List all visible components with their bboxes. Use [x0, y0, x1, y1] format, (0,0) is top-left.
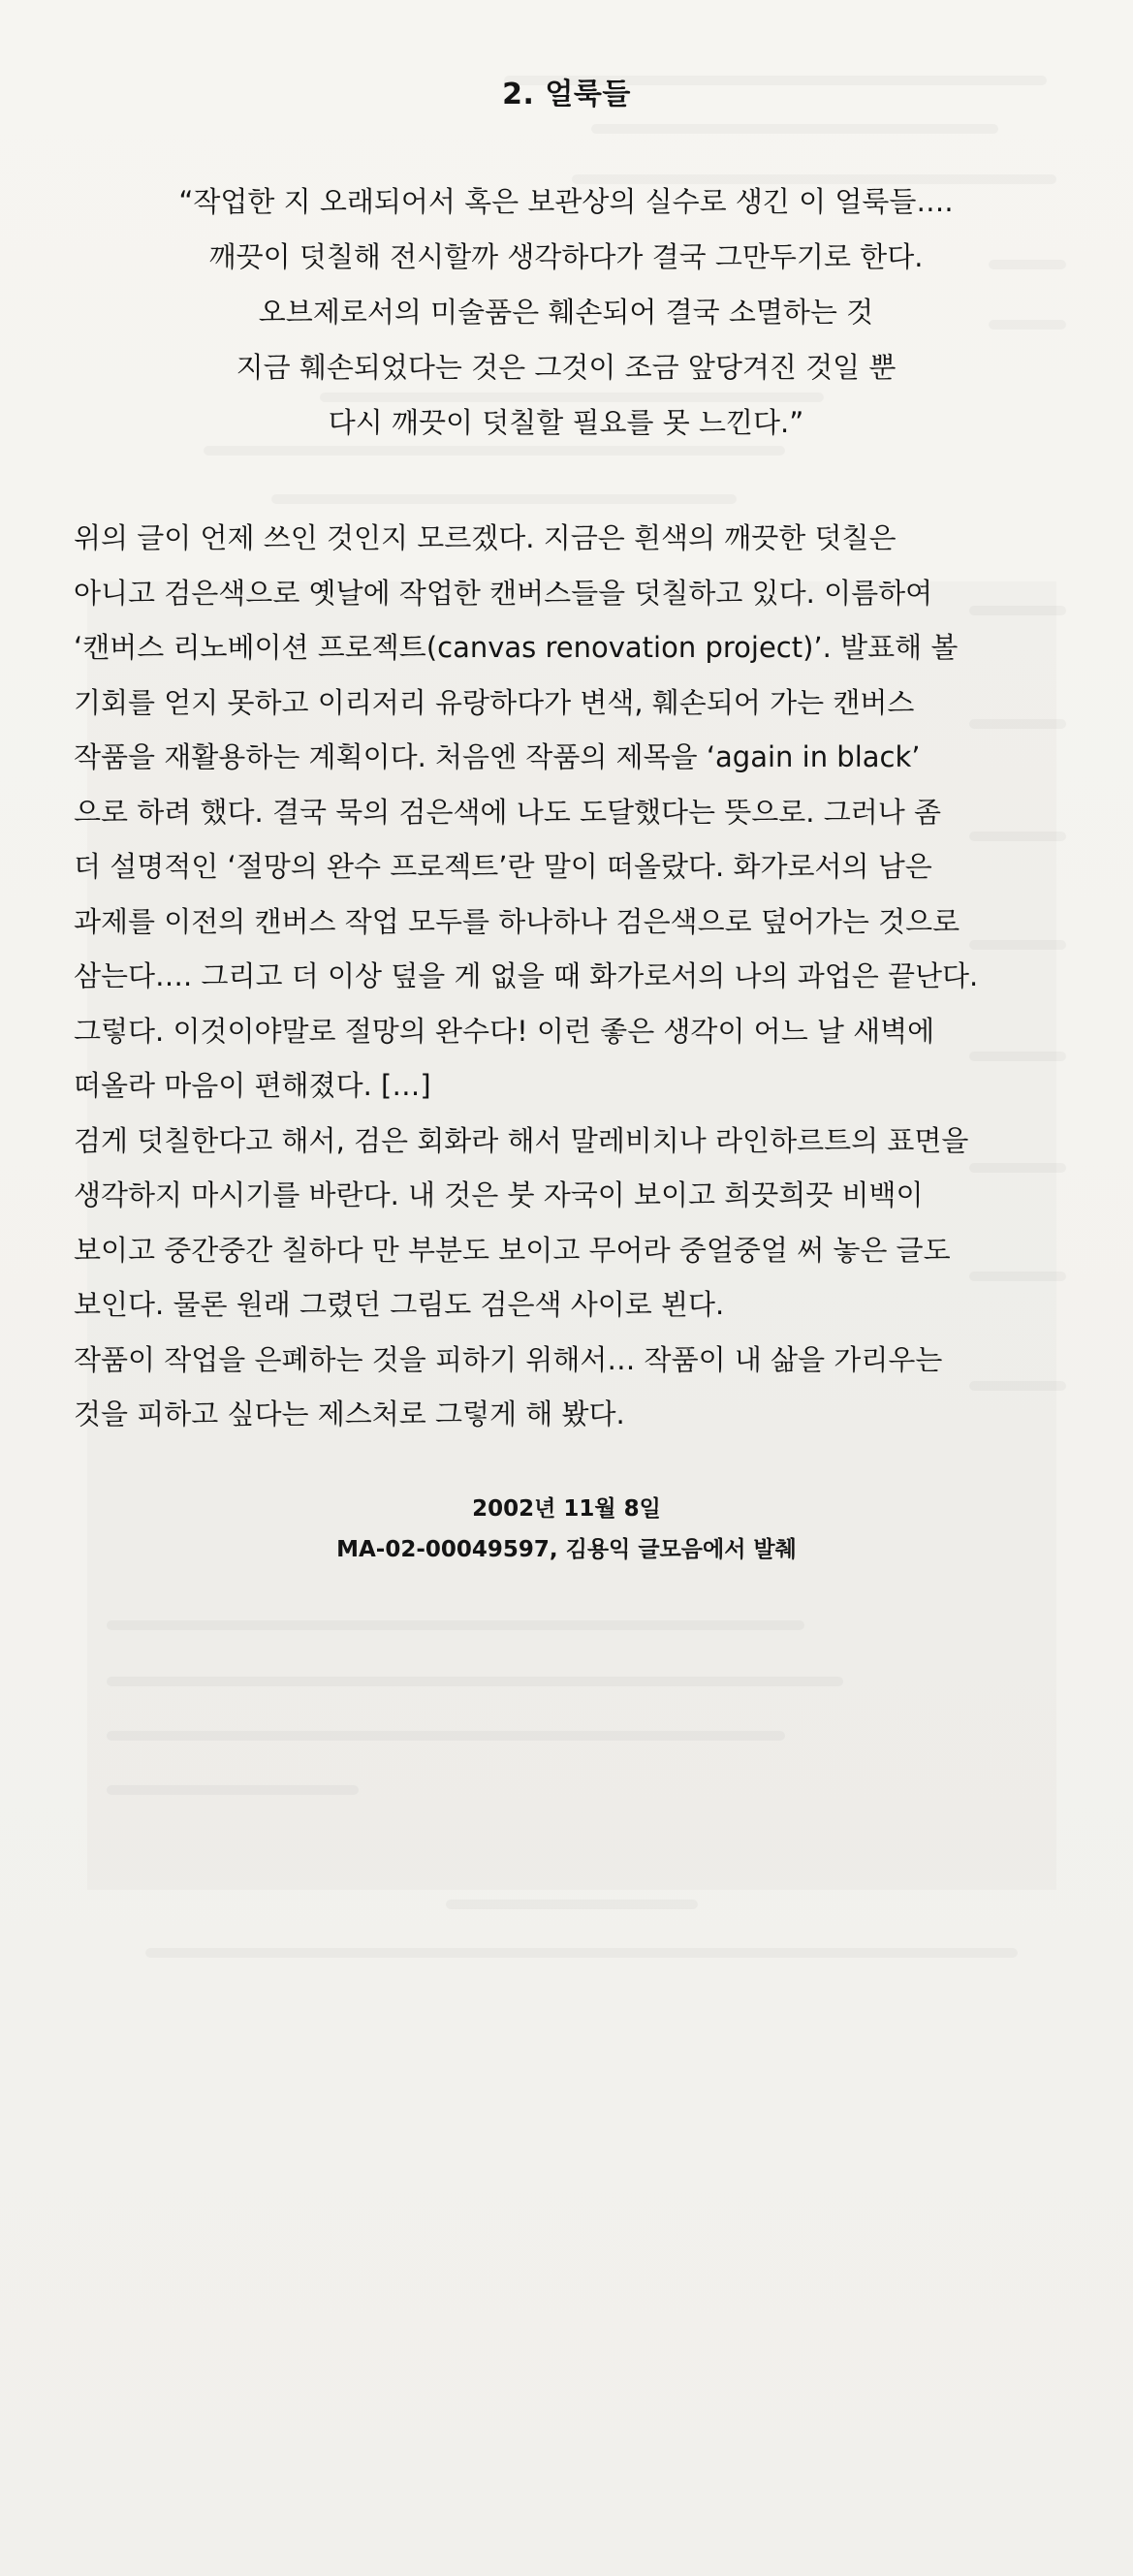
body-line: 떠올라 마음이 편해졌다. […]: [74, 1069, 431, 1102]
body-line: 것을 피하고 싶다는 제스처로 그렇게 해 봤다.: [74, 1398, 625, 1430]
credit-source: MA-02-00049597, 김용익 글모음에서 발췌: [336, 1537, 797, 1562]
body-line: 위의 글이 언제 쓰인 것인지 모르겠다. 지금은 흰색의 깨끗한 덧칠은: [74, 521, 897, 554]
body-line: 보이고 중간중간 칠하다 만 부분도 보이고 무어라 중얼중얼 써 놓은 글도: [74, 1233, 951, 1267]
body-line: ‘캔버스 리노베이션 프로젝트(canvas renovation project)’. 발표해 볼: [74, 631, 959, 664]
body-line: 더 설명적인 ‘절망의 완수 프로젝트’란 말이 떠올랐다. 화가로서의 남은: [74, 850, 932, 883]
body-line: 보인다. 물론 원래 그렸던 그림도 검은색 사이로 뵌다.: [74, 1288, 725, 1321]
body-line: 기회를 얻지 못하고 이리저리 유랑하다가 변색, 훼손되어 가는 캔버스: [74, 685, 915, 719]
body-line: 생각하지 마시기를 바란다. 내 것은 붓 자국이 보이고 희끗희끗 비백이: [74, 1178, 924, 1211]
quote-line: 깨끗이 덧칠해 전시할까 생각하다가 결국 그만두기로 한다.: [208, 240, 924, 273]
body-line: 검게 덧칠한다고 해서, 검은 회화라 해서 말레비치나 라인하르트의 표면을: [74, 1123, 969, 1157]
quote-block: [81, 174, 1051, 451]
body-line: 과제를 이전의 캔버스 작업 모두를 하나하나 검은색으로 덮어가는 것으로: [74, 904, 960, 938]
quote-line: 지금 훼손되었다는 것은 그것이 조금 앞당겨진 것일 뿐: [236, 351, 897, 384]
body-line: 으로 하려 했다. 결국 묵의 검은색에 나도 도달했다는 뜻으로. 그러나 좀: [74, 795, 942, 829]
body-line: 작품이 작업을 은폐하는 것을 피하기 위해서… 작품이 내 삶을 가리우는: [74, 1342, 943, 1376]
body-line: 작품을 재활용하는 계획이다. 처음엔 작품의 제목을 ‘again in black’: [74, 740, 921, 773]
body-line: 그렇다. 이것이야말로 절망의 완수다! 이런 좋은 생각이 어느 날 새벽에: [74, 1014, 935, 1048]
section-title: 2. 얼룩들: [502, 78, 631, 111]
body-text: [74, 511, 1072, 1442]
body-line: 삼는다…. 그리고 더 이상 덮을 게 없을 때 화가로서의 나의 과업은 끝난다.: [74, 959, 979, 992]
quote-line: “작업한 지 오래되어서 혹은 보관상의 실수로 생긴 이 얼룩들….: [178, 185, 954, 218]
credit-date: 2002년 11월 8일: [472, 1496, 661, 1522]
quote-line: 오브제로서의 미술품은 훼손되어 결국 소멸하는 것: [258, 296, 874, 329]
quote-line: 다시 깨끗이 덧칠할 필요를 못 느낀다.”: [328, 406, 804, 439]
body-line: 아니고 검은색으로 옛날에 작업한 캔버스들을 덧칠하고 있다. 이름하여: [74, 576, 933, 610]
